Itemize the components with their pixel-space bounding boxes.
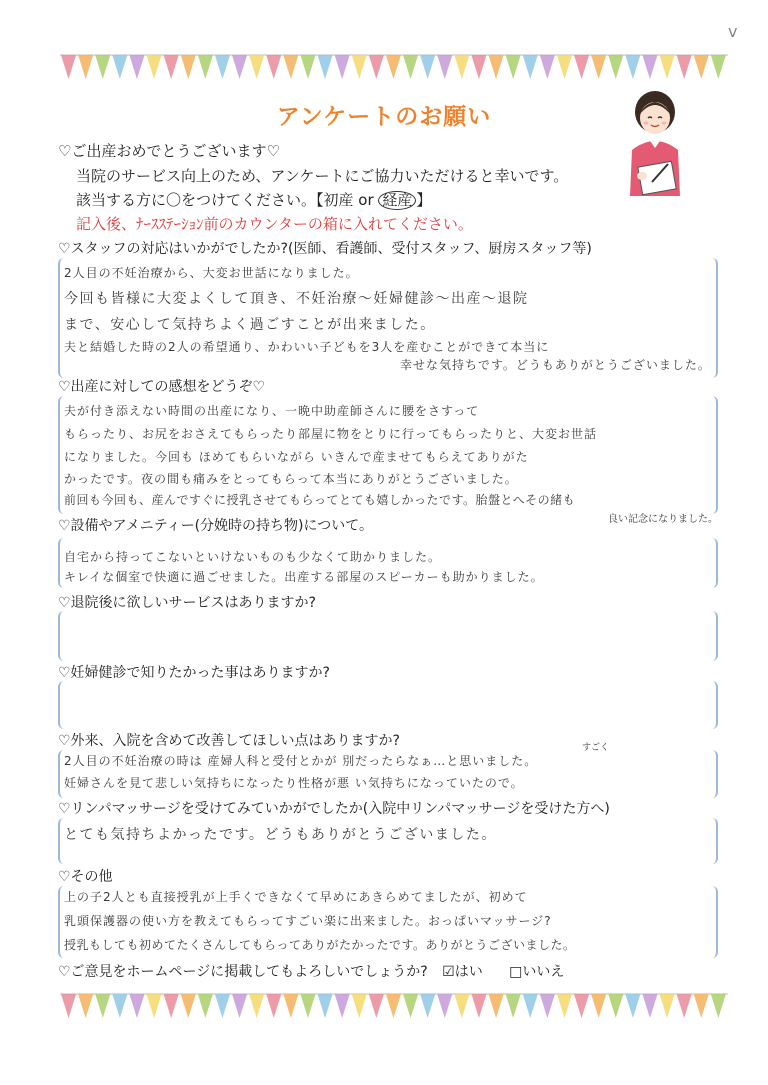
answer-staff-line4: 夫と結婚した時の2人の希望通り、かわいい子どもを3人を産むことができて本当に	[64, 340, 550, 354]
answer-other-line1: 上の子2人とも直接授乳が上手くできなくて早めにあきらめてましたが、初めて	[64, 890, 528, 904]
bunting-flag	[540, 55, 555, 79]
bunting-flag	[335, 55, 350, 79]
bunting-flag	[540, 994, 555, 1018]
bunting-bottom	[60, 993, 728, 1019]
answer-facilities-line2: キレイな個室で快適に過ごせました。出産する部屋のスピーカーも助かりました。	[64, 570, 544, 584]
bunting-flag	[164, 994, 179, 1018]
bunting-flag	[711, 55, 726, 79]
bunting-flag	[523, 55, 538, 79]
bunting-flag	[198, 994, 213, 1018]
bunting-flag	[660, 994, 675, 1018]
answer-improvements-note: すごく	[582, 743, 610, 753]
intro-line2-suffix: 】	[416, 191, 432, 209]
question-lymph-massage: ♡リンパマッサージを受けてみていかがでしたか(入院中リンパマッサージを受けた方へ)	[58, 801, 610, 817]
consent-no[interactable]	[509, 964, 564, 980]
answer-birth-line3: になりました。今回も ほめてもらいながら いきんで産ませてもらえてありがた	[64, 450, 529, 464]
bunting-flag	[147, 994, 162, 1018]
question-staff: ♡スタッフの対応はいかがでしたか?(医師、看護師、受付スタッフ、厨房スタッフ等)	[58, 241, 592, 257]
bunting-flag	[608, 55, 623, 79]
bunting-flag	[352, 55, 367, 79]
bunting-flag	[489, 994, 504, 1018]
bunting-flag	[557, 55, 572, 79]
question-after-discharge: ♡退院後に欲しいサービスはありますか?	[58, 595, 316, 611]
bunting-flag	[523, 994, 538, 1018]
question-other: ♡その他	[58, 869, 113, 885]
intro-line2	[76, 189, 431, 210]
answer-staff-line1: 2人目の不妊治療から、大変お世話になりました。	[64, 266, 359, 280]
bunting-flag	[677, 994, 692, 1018]
answer-birth-line4: かったです。夜の間も痛みをとってもらって本当にありがとうございました。	[64, 472, 518, 486]
corner-mark: v	[728, 22, 738, 41]
bunting-flag	[215, 55, 230, 79]
bunting-flag	[129, 994, 144, 1018]
bunting-flag	[300, 994, 315, 1018]
page-title: アンケートのお願い	[276, 104, 492, 130]
answer-box-prenatal	[58, 681, 718, 729]
consent-row	[58, 961, 564, 981]
bunting-flag	[300, 55, 315, 79]
bunting-flag	[403, 55, 418, 79]
bunting-flag	[318, 994, 333, 1018]
answer-staff-line2: 今回も皆様に大変よくして頂き、不妊治療～妊婦健診～出産～退院	[64, 291, 529, 307]
answer-facilities-line1: 自宅から持ってこないといけないものも少なくて助かりました。	[64, 550, 442, 564]
answer-improvements-line2: 妊婦さんを見て悲しい気持ちになったり性格が悪 い気持ちになっていたので。	[64, 776, 524, 790]
bunting-flag	[112, 994, 127, 1018]
bunting-flag	[147, 55, 162, 79]
question-facilities: ♡設備やアメニティー(分娩時の持ち物)について。	[58, 518, 373, 534]
nurse-illustration	[622, 90, 688, 198]
bunting-flag	[574, 994, 589, 1018]
bunting-flag	[437, 55, 452, 79]
bunting-flag	[369, 994, 384, 1018]
circled-option-keisan: 経産	[378, 191, 416, 210]
bunting-flag	[352, 994, 367, 1018]
bunting-flag	[677, 55, 692, 79]
bunting-flag	[625, 994, 640, 1018]
bunting-flag	[181, 55, 196, 79]
bunting-flag	[506, 55, 521, 79]
bunting-flag	[78, 55, 93, 79]
question-birth: ♡出産に対しての感想をどうぞ♡	[58, 379, 266, 395]
bunting-flag	[61, 55, 76, 79]
bunting-flag	[61, 994, 76, 1018]
answer-box-after-discharge	[58, 611, 718, 661]
bunting-flag	[266, 55, 281, 79]
bunting-flag	[283, 994, 298, 1018]
bunting-flag	[660, 55, 675, 79]
instruction-text: 記入後、ﾅｰｽｽﾃｰｼｮﾝ前のカウンターの箱に入れてください。	[76, 215, 473, 233]
bunting-flag	[283, 55, 298, 79]
answer-improvements-line1: 2人目の不妊治療の時は 産婦人科と受付とかが 別だったらなぁ…と思いました。	[64, 754, 538, 768]
bunting-flag	[266, 994, 281, 1018]
bunting-flag	[232, 994, 247, 1018]
answer-staff-line3: まで、安心して気持ちよく過ごすことが出来ました。	[64, 317, 436, 333]
bunting-flag	[420, 994, 435, 1018]
bunting-flag	[164, 55, 179, 79]
bunting-flag	[471, 55, 486, 79]
bunting-flag	[318, 55, 333, 79]
bunting-flag	[574, 55, 589, 79]
bunting-flag	[608, 994, 623, 1018]
bunting-flag	[711, 994, 726, 1018]
bunting-flag	[112, 55, 127, 79]
bunting-flag	[591, 55, 606, 79]
bunting-flag	[181, 994, 196, 1018]
answer-birth-line6: 良い記念になりました。	[608, 514, 718, 525]
intro-line1: 当院のサービス向上のため、アンケートにご協力いただけると幸いです。	[76, 167, 569, 185]
answer-birth-line2: もらったり、お尻をおさえてもらったり部屋に物をとりに行ってもらったりと、大変お世話	[64, 427, 598, 441]
bunting-flag	[129, 55, 144, 79]
answer-staff-line5: 幸せな気持ちです。どうもありがとうございました。	[400, 358, 711, 372]
bunting-flag	[454, 55, 469, 79]
bunting-flag	[215, 994, 230, 1018]
question-prenatal: ♡妊婦健診で知りたかった事はありますか?	[58, 665, 330, 681]
bunting-flag	[403, 994, 418, 1018]
bunting-flag	[642, 55, 657, 79]
intro-line2-prefix: 該当する方に〇をつけてください。【初産 or	[76, 191, 379, 209]
answer-birth-line1: 夫が付き添えない時間の出産になり、一晩中助産師さんに腰をさすって	[64, 404, 480, 418]
bunting-top	[60, 54, 728, 80]
bunting-flag	[489, 55, 504, 79]
bunting-flag	[506, 994, 521, 1018]
bunting-flag	[249, 994, 264, 1018]
bunting-flag	[471, 994, 486, 1018]
bunting-flag	[557, 994, 572, 1018]
bunting-flag	[694, 994, 709, 1018]
bunting-flag	[78, 994, 93, 1018]
bunting-flag	[95, 55, 110, 79]
answer-birth-line5: 前回も今回も、産んですぐに授乳させてもらってとても嬉しかったです。胎盤とへその緒も	[64, 493, 576, 507]
bunting-flag	[642, 994, 657, 1018]
bunting-flag	[369, 55, 384, 79]
bunting-flag	[420, 55, 435, 79]
bunting-flag	[454, 994, 469, 1018]
question-improvements: ♡外来、入院を含めて改善してほしい点はありますか?	[58, 733, 400, 749]
bunting-flag	[386, 994, 401, 1018]
checkbox-checked-icon[interactable]: ☑	[442, 964, 455, 980]
answer-other-line3: 授乳もしても初めてたくさんしてもらってありがたかったです。ありがとうございました。	[64, 938, 576, 952]
checkbox-empty-icon[interactable]: □	[509, 964, 523, 980]
bunting-flag	[437, 994, 452, 1018]
consent-no-label: いいえ	[522, 964, 565, 980]
answer-lymph-line1: とても気持ちよかったです。どうもありがとうございました。	[64, 827, 497, 843]
bunting-flag	[335, 994, 350, 1018]
bunting-flag	[249, 55, 264, 79]
consent-yes-label: はい	[454, 964, 483, 980]
bunting-flag	[198, 55, 213, 79]
consent-yes[interactable]	[442, 964, 483, 980]
greeting: ♡ご出産おめでとうございます♡	[58, 142, 280, 160]
bunting-flag	[625, 55, 640, 79]
bunting-flag	[232, 55, 247, 79]
bunting-flag	[591, 994, 606, 1018]
bunting-flag	[694, 55, 709, 79]
consent-question: ♡ご意見をホームページに掲載してもよろしいでしょうか?	[58, 964, 428, 980]
answer-other-line2: 乳頭保護器の使い方を教えてもらってすごい楽に出来ました。おっぱいマッサージ?	[64, 914, 552, 928]
bunting-flag	[95, 994, 110, 1018]
bunting-flag	[386, 55, 401, 79]
